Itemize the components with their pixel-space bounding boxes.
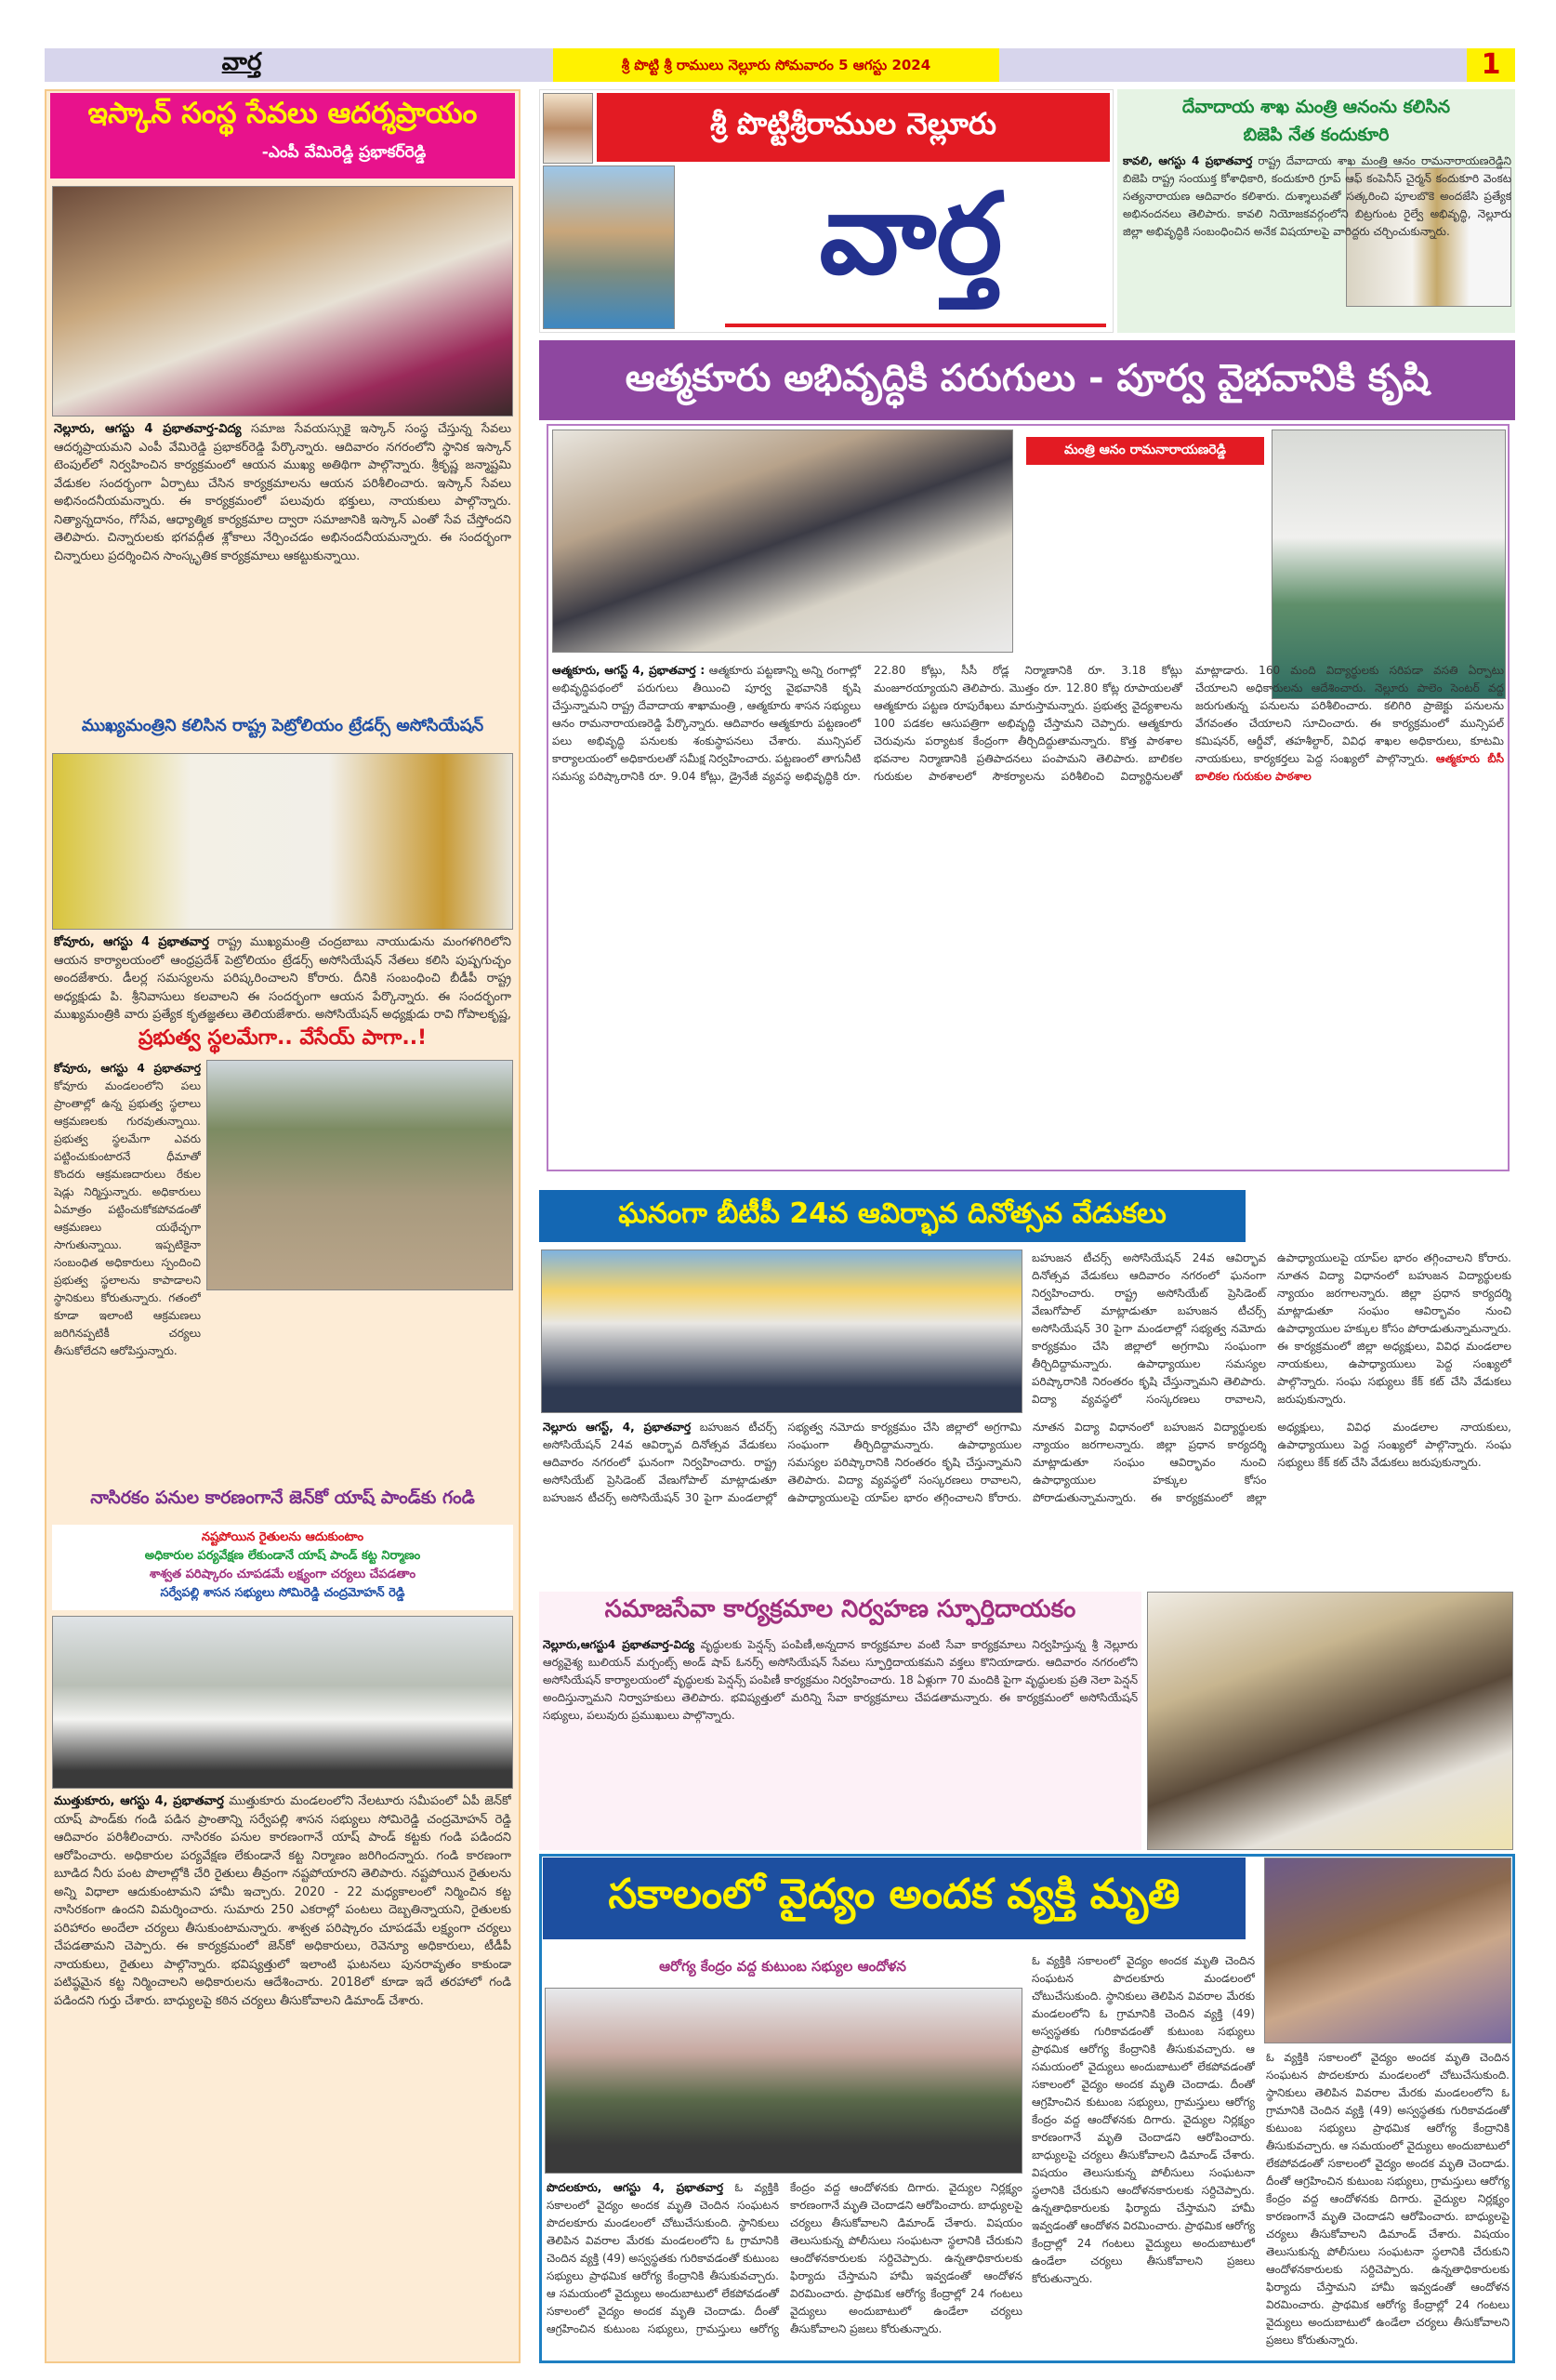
btps-text: బహుజన టీచర్స్ అసోసియేషన్ 24వ ఆవిర్భావ దినోత్సవ వేడుకలు ఆదివారం నగరంలో ఘనంగా నిర్వహించారు. రాష్ట్ర అసోసియేట్ ప్రెసిడెంట్ వేణుగోపాల్ మాట్లాడుతూ బహుజన టీచర్స్ అసోసియేషన్ 30 పైగా మండలాల్లో సభ్యత్వ నమోదు కార్యక్రమం చేసి జిల్లాలో అగ్రగామి సంఘంగా తీర్చిదిద్దామన్నారు. ఉపాధ్యాయుల సమస్యల పరిష్కారానికి నిరంతరం కృషి చేస్తున్నామని తెలిపారు. విద్యా వ్యవస్థలో సంస్కరణలు రావాలని, ఉపాధ్యాయులపై యాప్‌ల భారం తగ్గించాలని కోరారు. నూతన విద్యా విధానంలో బహుజన విద్యార్థులకు న్యాయం జరగాలన్నారు. జిల్లా ప్రధాన కార్యదర్శి మాట్లాడుతూ సంఘం ఆవిర్భావం నుంచి ఉపాధ్యాయుల హక్కుల కోసం పోరాడుతున్నామన్నారు. ఈ కార్యక్రమంలో జిల్లా అధ్యక్షులు, వివిధ మండలాల నాయకులు, ఉపాధ్యాయులు పెద్ద సంఖ్యలో పాల్గొన్నారు. సంఘ సభ్యులు కేక్ కట్ చేసి వేడుకలు జరుపుకున్నారు. (543, 1421, 1511, 1504)
atmakur-headline: ఆత్మకూరు అభివృద్ధికి పరుగులు - పూర్వ వైభవానికి కృషి (625, 357, 1430, 400)
land-headline: ప్రభుత్వ స్థలమేగా.. వేసేయ్ పాగా..! (138, 1026, 428, 1050)
btps-photo (541, 1250, 1022, 1413)
iskcon-byline: -ఎంపీ వేమిరెడ్డి ప్రభాకర్‌రెడ్డి (261, 143, 427, 162)
death-photo-victim (1264, 1858, 1511, 2043)
atmakur-body (552, 662, 1504, 1168)
social-photo (1147, 1592, 1513, 1850)
petroleum-photo (52, 753, 513, 930)
petroleum-dateline: కోవూరు, ఆగస్టు 4 ప్రభాతవార్త (54, 935, 209, 949)
iskcon-body (54, 420, 511, 701)
btps-body (543, 1419, 1511, 1586)
death-text-cont: ఓ వ్యక్తికి సకాలంలో వైద్యం అందక మృతి చెందిన సంఘటన పొదలకూరు మండలంలో చోటుచేసుకుంది. స్థానికులు తెలిపిన వివరాల మేరకు మండలంలోని ఓ గ్రామానికి చెందిన వ్యక్తి (49) అస్వస్థతకు గురికావడంతో కుటుంబ సభ్యులు ప్రాథమిక ఆరోగ్య కేంద్రానికి తీసుకువచ్చారు. ఆ సమయంలో వైద్యులు అందుబాటులో లేకపోవడంతో సకాలంలో వైద్యం అందక మృతి చెందాడు. దీంతో ఆగ్రహించిన కుటుంబ సభ్యులు, గ్రామస్తులు ఆరోగ్య కేంద్రం వద్ద ఆందోళనకు దిగారు. వైద్యుల నిర్లక్ష్యం కారణంగానే మృతి చెందాడని ఆరోపించారు. బాధ్యులపై చర్యలు తీసుకోవాలని డిమాండ్ చేశారు. విషయం తెలుసుకున్న పోలీసులు సంఘటనా స్థలానికి చేరుకుని ఆందోళనకారులకు సర్దిచెప్పారు. ఉన్నతాధికారులకు ఫిర్యాదు చేస్తామని హామీ ఇవ్వడంతో ఆందోళన విరమించారు. ప్రాథమిక ఆరోగ్య కేంద్రాల్లో 24 గంటలు వైద్యులు అందుబాటులో ఉండేలా చర్యలు తీసుకోవాలని ప్రజలు కోరుతున్నారు. (1032, 1954, 1255, 2285)
iskcon-text: సమాజ సేవయస్సుకై ఇస్కాన్ సంస్థ చేస్తున్న సేవలు ఆదర్శప్రాయమని ఎంపీ వేమిరెడ్డి ప్రభాకర్‌రెడ్డి పేర్కొన్నారు. ఆదివారం నగరంలోని స్థానిక ఇస్కాన్ టెంపుల్‌లో నిర్వహించిన కార్యక్రమంలో ఆయన ముఖ్య అతిథిగా పాల్గొన్నారు. శ్రీకృష్ణ జన్మాష్టమి వేడుకల సందర్భంగా ఏర్పాటు చేసిన కార్యక్రమాలను ఆయన పరిశీలించారు. ఇస్కాన్ సేవలు అభినందనీయమన్నారు. ఈ కార్యక్రమంలో పలువురు భక్తులు, నాయకులు పాల్గొన్నారు. నిత్యాన్నదానం, గోసేవ, ఆధ్యాత్మిక కార్యక్రమాల ద్వారా సమాజానికి ఇస్కాన్ ఎంతో సేవ చేస్తోందని తెలిపారు. చిన్నారులకు భగవద్గీత శ్లోకాలు నేర్పించడం అభినందనీయమన్నారు. ఈ సందర్భంగా చిన్నారులు ప్రదర్శించిన సాంస్కృతిక కార్యక్రమాలు ఆకట్టుకున్నాయి. (54, 422, 511, 563)
btps-dateline: నెల్లూరు ఆగస్ట్, 4, ప్రభాతవార్త (543, 1421, 692, 1434)
atmakur-dateline: ఆత్మకూరు, ఆగస్ట్ 4, ప్రభాతవార్త : (552, 664, 705, 677)
atmakur-photo-meeting (552, 430, 1013, 653)
land-text: కోవూరు మండలంలోని పలు ప్రాంతాల్లో ఉన్న ప్రభుత్వ స్థలాలు ఆక్రమణలకు గురవుతున్నాయి. ప్రభుత్వ స్థలమేగా ఎవరు పట్టించుకుంటారనే ధీమాతో కొందరు ఆక్రమణదారులు రేకుల షెడ్లు నిర్మిస్తున్నారు. అధికారులు ఏమాత్రం పట్టించుకోకపోవడంతో ఆక్రమణలు యథేచ్ఛగా సాగుతున్నాయి. ఇప్పటికైనా సంబంధిత అధికారులు స్పందించి ప్రభుత్వ స్థలాలను కాపాడాలని స్థానికులు కోరుతున్నారు. గతంలో కూడా ఇలాంటి ఆక్రమణలు జరిగినప్పటికీ చర్యలు తీసుకోలేదని ఆరోపిస్తున్నారు. (54, 1079, 201, 1357)
kandukuri-headline-1: దేవాదాయ శాఖ మంత్రి ఆనంను కలిసిన (1181, 97, 1451, 117)
social-body (543, 1636, 1138, 1848)
land-body (54, 1060, 201, 1478)
social-text: వృద్ధులకు పెన్షన్స్ పంపిణీ,అన్నదాన కార్యక్రమాల వంటి సేవా కార్యక్రమాలు నిర్వహిస్తున్న శ్రీ నెల్లూరు ఆర్యవైశ్య బులియన్ మర్చంట్స్ అండ్ షాప్ ఓనర్స్ అసోసియేషన్ సేవలు స్ఫూర్తిదాయకమని వక్తలు కొనియాడారు. ఆదివారం నగరంలోని అసోసియేషన్ కార్యాలయంలో వృద్ధులకు పెన్షన్స్ పంపిణీ కార్యక్రమం నిర్వహించారు. 18 ఏళ్లుగా 70 మందికి పైగా వృద్ధులకు ప్రతి నెలా పెన్షన్ అందిస్తున్నామని నిర్వాహకులు తెలిపారు. భవిష్యత్తులో మరిన్ని సేవా కార్యక్రమాలు చేపడతామన్నారు. ఈ కార్యక్రమంలో అసోసియేషన్ సభ్యులు, పలువురు ప్రముఖులు పాల్గొన్నారు. (543, 1638, 1138, 1722)
genco-photo (52, 1616, 513, 1789)
masthead-banner-text: శ్రీ పొట్టిశ్రీరాముల నెల్లూరు (710, 106, 996, 141)
genco-headline: నాసిరకం పనుల కారణంగానే జెన్‌కో యాష్ పాండ్‌కు గండి (90, 1488, 475, 1508)
death-text-cont2: ఓ వ్యక్తికి సకాలంలో వైద్యం అందక మృతి చెందిన సంఘటన పొదలకూరు మండలంలో చోటుచేసుకుంది. స్థానికులు తెలిపిన వివరాల మేరకు మండలంలోని ఓ గ్రామానికి చెందిన వ్యక్తి (49) అస్వస్థతకు గురికావడంతో కుటుంబ సభ్యులు ప్రాథమిక ఆరోగ్య కేంద్రానికి తీసుకువచ్చారు. ఆ సమయంలో వైద్యులు అందుబాటులో లేకపోవడంతో సకాలంలో వైద్యం అందక మృతి చెందాడు. దీంతో ఆగ్రహించిన కుటుంబ సభ్యులు, గ్రామస్తులు ఆరోగ్య కేంద్రం వద్ద ఆందోళనకు దిగారు. వైద్యుల నిర్లక్ష్యం కారణంగానే మృతి చెందాడని ఆరోపించారు. బాధ్యులపై చర్యలు తీసుకోవాలని డిమాండ్ చేశారు. విషయం తెలుసుకున్న పోలీసులు సంఘటనా స్థలానికి చేరుకుని ఆందోళనకారులకు సర్దిచెప్పారు. ఉన్నతాధికారులకు ఫిర్యాదు చేస్తామని హామీ ఇవ్వడంతో ఆందోళన విరమించారు. ప్రాథమిక ఆరోగ్య కేంద్రాల్లో 24 గంటలు వైద్యులు అందుబాటులో ఉండేలా చర్యలు తీసుకోవాలని ప్రజలు కోరుతున్నారు. (1266, 2051, 1510, 2347)
page-number: 1 (1467, 48, 1515, 82)
death-photo-protest (545, 1988, 1022, 2174)
death-body-cont2 (1266, 2049, 1510, 2358)
genco-text: ముత్తుకూరు మండలంలోని నేలటూరు సమీపంలో ఏపీ జెన్‌కో యాష్ పాండ్‌కు గండి పడిన ప్రాంతాన్ని సర్వేపల్లి శాసన సభ్యులు సోమిరెడ్డి చంద్రమోహన్ రెడ్డి ఆదివారం పరిశీలించారు. నాసిరకం పనుల కారణంగానే యాష్ పాండ్ కట్టకు గండి పడిందని ఆరోపించారు. అధికారుల పర్యవేక్షణ లేకుండానే కట్ట నిర్మాణం జరిగిందన్నారు. గండి కారణంగా బూడిద నీరు పంట పొలాల్లోకి చేరి రైతులు తీవ్రంగా నష్టపోయారని తెలిపారు. నష్టపోయిన రైతులను అన్ని విధాలా ఆదుకుంటామని హామీ ఇచ్చారు. 2020 - 22 మధ్యకాలంలో నిర్మించిన కట్ట నాసిరకంగా ఉందని విమర్శించారు. సుమారు 250 ఎకరాల్లో పంటలు దెబ్బతిన్నాయని, రైతులకు పరిహారం అందేలా చర్యలు తీసుకుంటామన్నారు. శాశ్వత పరిష్కారం చూపడమే లక్ష్యంగా చర్యలు చేపడతామని చెప్పారు. ఈ కార్యక్రమంలో జెన్‌కో అధికారులు, రెవెన్యూ అధికారులు, టీడీపీ నాయకులు, రైతులు పాల్గొన్నారు. భవిష్యత్తులో ఇలాంటి ఘటనలు పునరావృతం కాకుండా పటిష్ఠమైన కట్ట నిర్మించాలని అధికారులను ఆదేశించారు. 2018లో కూడా ఇదే తరహాలో గండి పడిందని గుర్తు చేశారు. బాధ్యులపై కఠిన చర్యలు తీసుకోవాలని డిమాండ్ చేశారు. (54, 1794, 511, 2008)
death-subhead: ఆరోగ్య కేంద్రం వద్ద కుటుంబ సభ్యుల ఆందోళన (659, 1958, 906, 1975)
genco-subhead-2: అధికారుల పర్యవేక్షణ లేకుండానే యాష్ పాండ్ కట్ట నిర్మాణం (144, 1549, 421, 1563)
masthead-logo: వార్త (819, 170, 1003, 299)
kandukuri-dateline: కావలి, ఆగస్టు 4 ప్రభాతవార్త (1123, 154, 1253, 167)
kandukuri-text: రాష్ట్ర దేవాదాయ శాఖ మంత్రి ఆనం రామనారాయణరెడ్డిని బిజెపి రాష్ట్ర సంయుక్త కోశాధికారి, కందుకూరి గ్రూప్ ఆఫ్ కంపెనీస్ చైర్మన్ కందుకూరి వెంకట సత్యనారాయణ ఆదివారం కలిశారు. దుశ్శాలువతో సత్కరించి పూలబొకె అందజేసి ప్రత్యేక అభినందనలు తెలిపారు. కావలి నియోజకవర్గంలోని బిట్రగుంట రైల్వే అభివృద్ధి, నెల్లూరు జిల్లా అభివృద్ధికి సంబంధించిన అనేక విషయాలపై వారిద్దరు చర్చించుకున్నారు. (1123, 154, 1511, 238)
death-text: ఓ వ్యక్తికి సకాలంలో వైద్యం అందక మృతి చెందిన సంఘటన పొదలకూరు మండలంలో చోటుచేసుకుంది. స్థానికులు తెలిపిన వివరాల మేరకు మండలంలోని ఓ గ్రామానికి చెందిన వ్యక్తి (49) అస్వస్థతకు గురికావడంతో కుటుంబ సభ్యులు ప్రాథమిక ఆరోగ్య కేంద్రానికి తీసుకువచ్చారు. ఆ సమయంలో వైద్యులు అందుబాటులో లేకపోవడంతో సకాలంలో వైద్యం అందక మృతి చెందాడు. దీంతో ఆగ్రహించిన కుటుంబ సభ్యులు, గ్రామస్తులు ఆరోగ్య కేంద్రం వద్ద ఆందోళనకు దిగారు. వైద్యుల నిర్లక్ష్యం కారణంగానే మృతి చెందాడని ఆరోపించారు. బాధ్యులపై చర్యలు తీసుకోవాలని డిమాండ్ చేశారు. విషయం తెలుసుకున్న పోలీసులు సంఘటనా స్థలానికి చేరుకుని ఆందోళనకారులకు సర్దిచెప్పారు. ఉన్నతాధికారులకు ఫిర్యాదు చేస్తామని హామీ ఇవ్వడంతో ఆందోళన విరమించారు. ప్రాథమిక ఆరోగ్య కేంద్రాల్లో 24 గంటలు వైద్యులు అందుబాటులో ఉండేలా చర్యలు తీసుకోవాలని ప్రజలు కోరుతున్నారు. (547, 2181, 1022, 2335)
genco-dateline: ముత్తుకూరు, ఆగస్టు 4, ప్రభాతవార్త (54, 1794, 224, 1808)
genco-subhead-3: శాశ్వత పరిష్కారం చూపడమే లక్ష్యంగా చర్యలు చేపడతాం (149, 1567, 416, 1581)
iskcon-dateline: నెల్లూరు, ఆగస్టు 4 ప్రభాతవార్త-విద్య (54, 422, 242, 436)
btps-text-cont: బహుజన టీచర్స్ అసోసియేషన్ 24వ ఆవిర్భావ దినోత్సవ వేడుకలు ఆదివారం నగరంలో ఘనంగా నిర్వహించారు. రాష్ట్ర అసోసియేట్ ప్రెసిడెంట్ వేణుగోపాల్ మాట్లాడుతూ బహుజన టీచర్స్ అసోసియేషన్ 30 పైగా మండలాల్లో సభ్యత్వ నమోదు కార్యక్రమం చేసి జిల్లాలో అగ్రగామి సంఘంగా తీర్చిదిద్దామన్నారు. ఉపాధ్యాయుల సమస్యల పరిష్కారానికి నిరంతరం కృషి చేస్తున్నామని తెలిపారు. విద్యా వ్యవస్థలో సంస్కరణలు రావాలని, ఉపాధ్యాయులపై యాప్‌ల భారం తగ్గించాలని కోరారు. నూతన విద్యా విధానంలో బహుజన విద్యార్థులకు న్యాయం జరగాలన్నారు. జిల్లా ప్రధాన కార్యదర్శి మాట్లాడుతూ సంఘం ఆవిర్భావం నుంచి ఉపాధ్యాయుల హక్కుల కోసం పోరాడుతున్నామన్నారు. ఈ కార్యక్రమంలో జిల్లా అధ్యక్షులు, వివిధ మండలాల నాయకులు, ఉపాధ్యాయులు పెద్ద సంఖ్యలో పాల్గొన్నారు. సంఘ సభ్యులు కేక్ కట్ చేసి వేడుకలు జరుపుకున్నారు. (1032, 1251, 1511, 1406)
masthead-rule (725, 324, 1106, 327)
land-dateline: కోవూరు, ఆగస్టు 4 ప్రభాతవార్త (54, 1062, 201, 1075)
death-dateline: పొదలకూరు, ఆగస్టు 4, ప్రభాతవార్త (547, 2181, 724, 2194)
btps-body-side (1032, 1250, 1511, 1413)
kandukuri-body (1123, 152, 1511, 329)
petroleum-body (54, 933, 511, 1023)
genco-subhead-4: సర్వేపల్లి శాసన సభ్యులు సోమిరెడ్డి చంద్రమోహన్ రెడ్డి (160, 1586, 405, 1600)
atmakur-tag: మంత్రి ఆనం రామనారాయణరెడ్డి (1063, 443, 1227, 457)
petroleum-text: రాష్ట్ర ముఖ్యమంత్రి చంద్రబాబు నాయుడును మంగళగిరిలోని ఆయన కార్యాలయంలో ఆంధ్రప్రదేశ్ పెట్రోలియం ట్రేడర్స్ అసోసియేషన్ నేతలు కలిసి పుష్పగుచ్ఛం అందజేశారు. డీలర్ల సమస్యలను పరిష్కరించాలని కోరారు. దీనికి సంబంధించి బీడీపీ రాష్ట్ర అధ్యక్షుడు పి. శ్రీనివాసులు కలవాలని ఈ సందర్భంగా ఆయన పేర్కొన్నారు. ఈ సందర్భంగా ముఖ్యమంత్రికి వారు ప్రత్యేక కృతజ్ఞతలు తెలియజేశారు. అసోసియేషన్ అధ్యక్షుడు రావి గోపాలకృష్ణ, (54, 935, 511, 1022)
land-photo (206, 1060, 513, 1290)
btps-headline: ఘనంగా బీటీపీ 24వ ఆవిర్భావ దినోత్సవ వేడుకలు (618, 1197, 1167, 1230)
iskcon-photo (52, 186, 513, 416)
death-body (547, 2179, 1022, 2360)
masthead-photo-portrait (543, 93, 593, 164)
header-logo: వార్త (221, 48, 262, 76)
atmakur-photo-site (1272, 430, 1506, 699)
land-body-cont (206, 1296, 513, 1478)
atmakur-subhead: ఆత్మకూరు బీసీ బాలికల గురుకుల పాఠశాల (1195, 752, 1504, 783)
social-headline: సమాజసేవా కార్యక్రమాల నిర్వహణ స్ఫూర్తిదాయకం (604, 1595, 1076, 1623)
iskcon-headline: ఇస్కాన్ సంస్థ సేవలు ఆదర్శప్రాయం (87, 97, 478, 130)
death-body-cont (1032, 1952, 1255, 2358)
genco-body (54, 1792, 511, 2360)
social-dateline: నెల్లూరు,ఆగస్టు4 ప్రభాతవార్త-విద్య (543, 1638, 695, 1651)
atmakur-text: ఆత్మకూరు పట్టణాన్ని అన్ని రంగాల్లో అభివృద్ధిపథంలో పరుగులు తీయించి పూర్వ వైభవానికి కృషి చేస్తున్నామని రాష్ట్ర దేవాదాయ శాఖామంత్రి , ఆత్మకూరు శాసన సభ్యులు ఆనం రామనారాయణరెడ్డి పేర్కొన్నారు. ఆదివారం ఆత్మకూరు పట్టణంలో పలు అభివృద్ధి పనులకు శంకుస్థాపనలు చేశారు. మున్సిపల్ కార్యాలయంలో అధికారులతో సమీక్ష నిర్వహించారు. పట్టణంలో తాగునీటి సమస్య పరిష్కారానికి రూ. 9.04 కోట్లు, డ్రైనేజీ వ్యవస్థ అభివృద్ధికి రూ. 22.80 కోట్లు, సీసీ రోడ్ల నిర్మాణానికి రూ. 3.18 కోట్లు మంజూరయ్యాయని తెలిపారు. మొత్తం రూ. 12.80 కోట్ల రూపాయలతో ఆత్మకూరు పట్టణ రూపురేఖలు మారుస్తామన్నారు. ప్రభుత్వ వైద్యశాలను 100 పడకల ఆసుపత్రిగా అభివృద్ధి చేస్తామని చెప్పారు. ఆత్మకూరు చెరువును పర్యాటక కేంద్రంగా తీర్చిదిద్దుతామన్నారు. కొత్త పాఠశాల భవనాల నిర్మాణానికి ప్రతిపాదనలు పంపామని తెలిపారు. బాలికల గురుకుల పాఠశాలలో సౌకర్యాలను పరిశీలించి విద్యార్థినులతో మాట్లాడారు. 160 మంది విద్యార్థులకు సరిపడా వసతి ఏర్పాటు చేయాలని అధికారులను ఆదేశించారు. నెల్లూరు పాలెం సెంటర్ వద్ద జరుగుతున్న పనులను పరిశీలించారు. కలిగిరి ప్రాజెక్టు పనులను వేగవంతం చేయాలని సూచించారు. ఈ కార్యక్రమంలో మున్సిపల్ కమిషనర్, ఆర్డీవో, తహశీల్దార్, వివిధ శాఖల అధికారులు, కూటమి నాయకులు, కార్యకర్తలు పెద్ద సంఖ్యలో పాల్గొన్నారు. (552, 664, 1504, 783)
death-headline: సకాలంలో వైద్యం అందక వ్యక్తి మృతి (608, 1871, 1180, 1918)
genco-subhead-1: నష్టపోయిన రైతులను ఆదుకుంటాం (201, 1530, 364, 1544)
petroleum-headline: ముఖ్యమంత్రిని కలిసిన రాష్ట్ర పెట్రోలియం ట్రేడర్స్ అసోసియేషన్ (81, 716, 484, 735)
header-dateline: శ్రీ పొట్టి శ్రీ రాములు నెల్లూరు సోమవారం 5 ఆగస్టు 2024 (553, 48, 999, 82)
masthead-photo-city (543, 165, 675, 329)
kandukuri-headline-2: బిజెపి నేత కందుకూరి (1243, 125, 1390, 145)
